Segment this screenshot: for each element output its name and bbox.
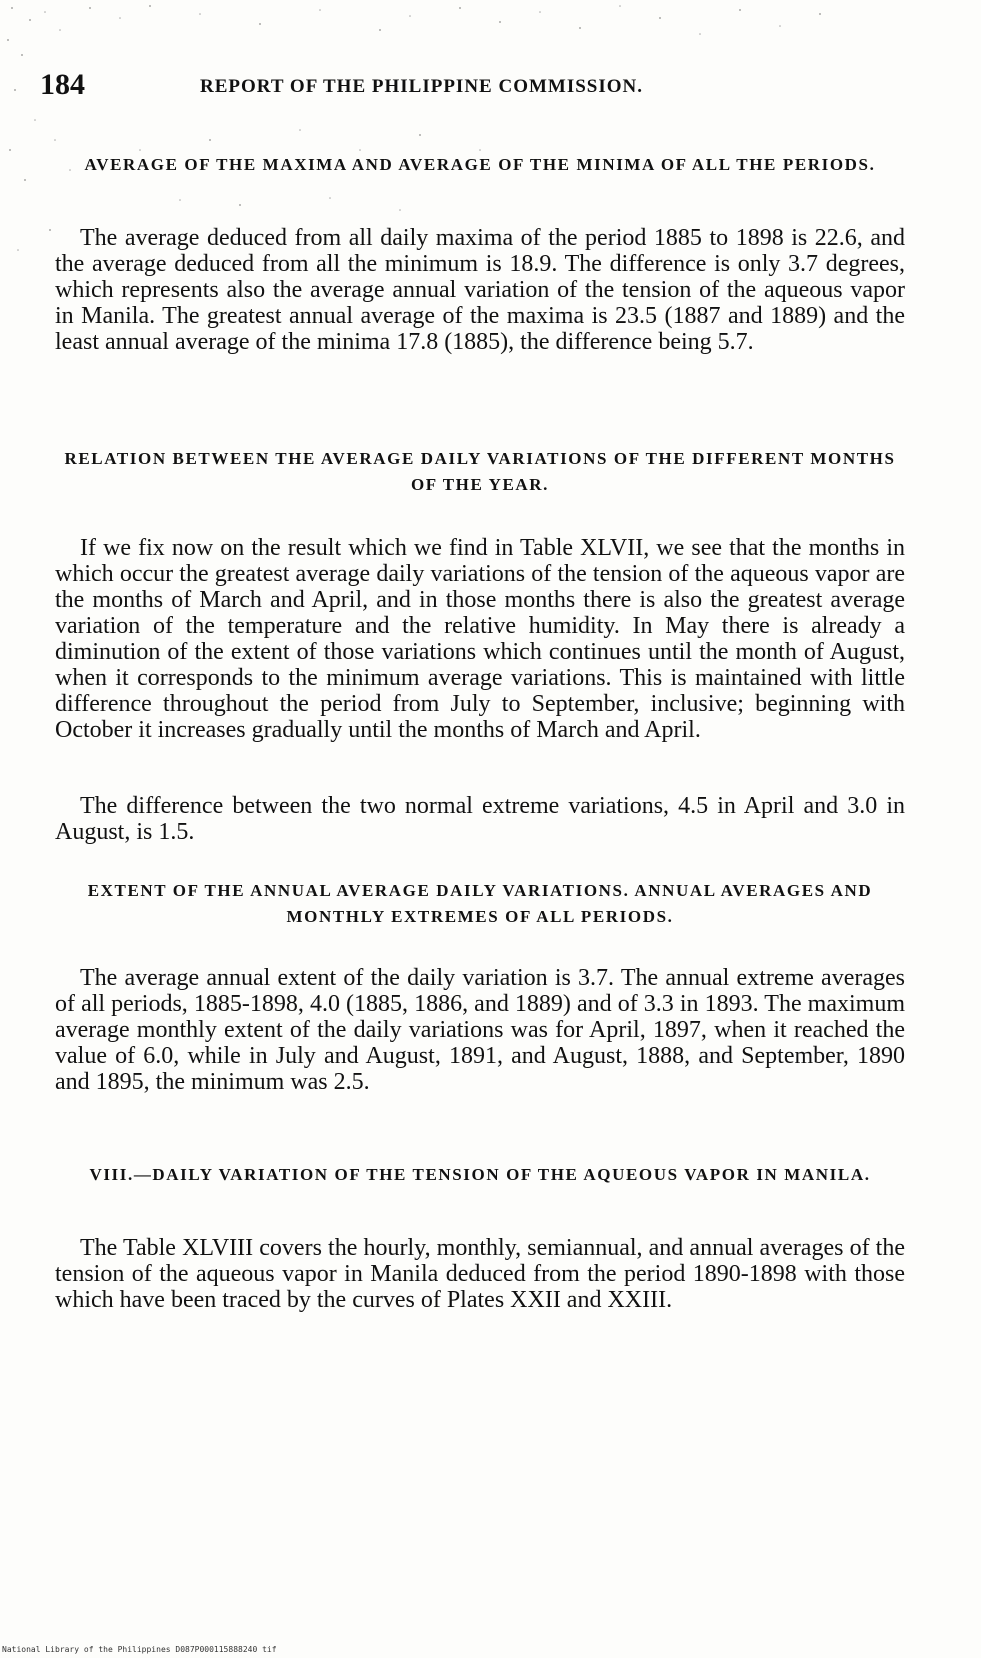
- section-paragraph: The average deduced from all daily maxima of the period 1885 to 1898 is 22.6, and the average deduced from all the minimum is 18.9. The difference is only 3.7 degrees, which represents also the average annual variation of the tension of the aqueous vapor in Manila. The greatest annual average of the maxima is 23.5 (1887 and 1889) and the least annual average of the minima 17.8 (1885), the difference being 5.7.: [55, 225, 905, 355]
- section-paragraph: If we fix now on the result which we find in Table XLVII, we see that the months in which occur the greatest average daily variations of the tension of the aqueous vapor are the months of March and April, and in those months there is also the greatest average variation of the temperature and the relative humidity. In May there is already a diminution of the extent of those variations which continues until the month of August, when it corresponds to the minimum average variations. This is maintained with little difference throughout the period from July to September, inclusive; beginning with October it increases gradually until the months of March and April.: [55, 535, 905, 743]
- section-heading: AVERAGE OF THE MAXIMA AND AVERAGE OF THE MINIMA OF ALL THE PERIODS.: [84, 155, 876, 174]
- section-heading: VIII.—DAILY VARIATION OF THE TENSION OF THE AQUEOUS VAPOR IN MANILA.: [89, 1165, 871, 1184]
- scan-footer: National Library of the Philippines D087P000115888240 tif: [2, 1645, 277, 1654]
- section-paragraph: The Table XLVIII covers the hourly, monthly, semiannual, and annual averages of the tension of the aqueous vapor in Manila deduced from the period 1890-1898 with those which have been traced by the curves of Plates XXII and XXIII.: [55, 1235, 905, 1313]
- page-number: 184: [40, 68, 85, 101]
- section-heading: EXTENT OF THE ANNUAL AVERAGE DAILY VARIATIONS. ANNUAL AVERAGES AND MONTHLY EXTREMES OF ALL PERIODS.: [87, 881, 873, 926]
- section-paragraph: The average annual extent of the daily variation is 3.7. The annual extreme averages of all periods, 1885-1898, 4.0 (1885, 1886, and 1889) and of 3.3 in 1893. The maximum average monthly extent of the daily variations was for April, 1897, when it reached the value of 6.0, while in July and August, 1891, and August, 1888, and September, 1890 and 1895, the minimum was 2.5.: [55, 965, 905, 1095]
- running-title: REPORT OF THE PHILIPPINE COMMISSION.: [200, 76, 644, 97]
- section-paragraph: The difference between the two normal extreme variations, 4.5 in April and 3.0 in August, is 1.5.: [55, 793, 905, 845]
- scan-noise: [0, 0, 981, 260]
- section-heading: RELATION BETWEEN THE AVERAGE DAILY VARIATIONS OF THE DIFFERENT MONTHS OF THE YEAR.: [64, 449, 896, 494]
